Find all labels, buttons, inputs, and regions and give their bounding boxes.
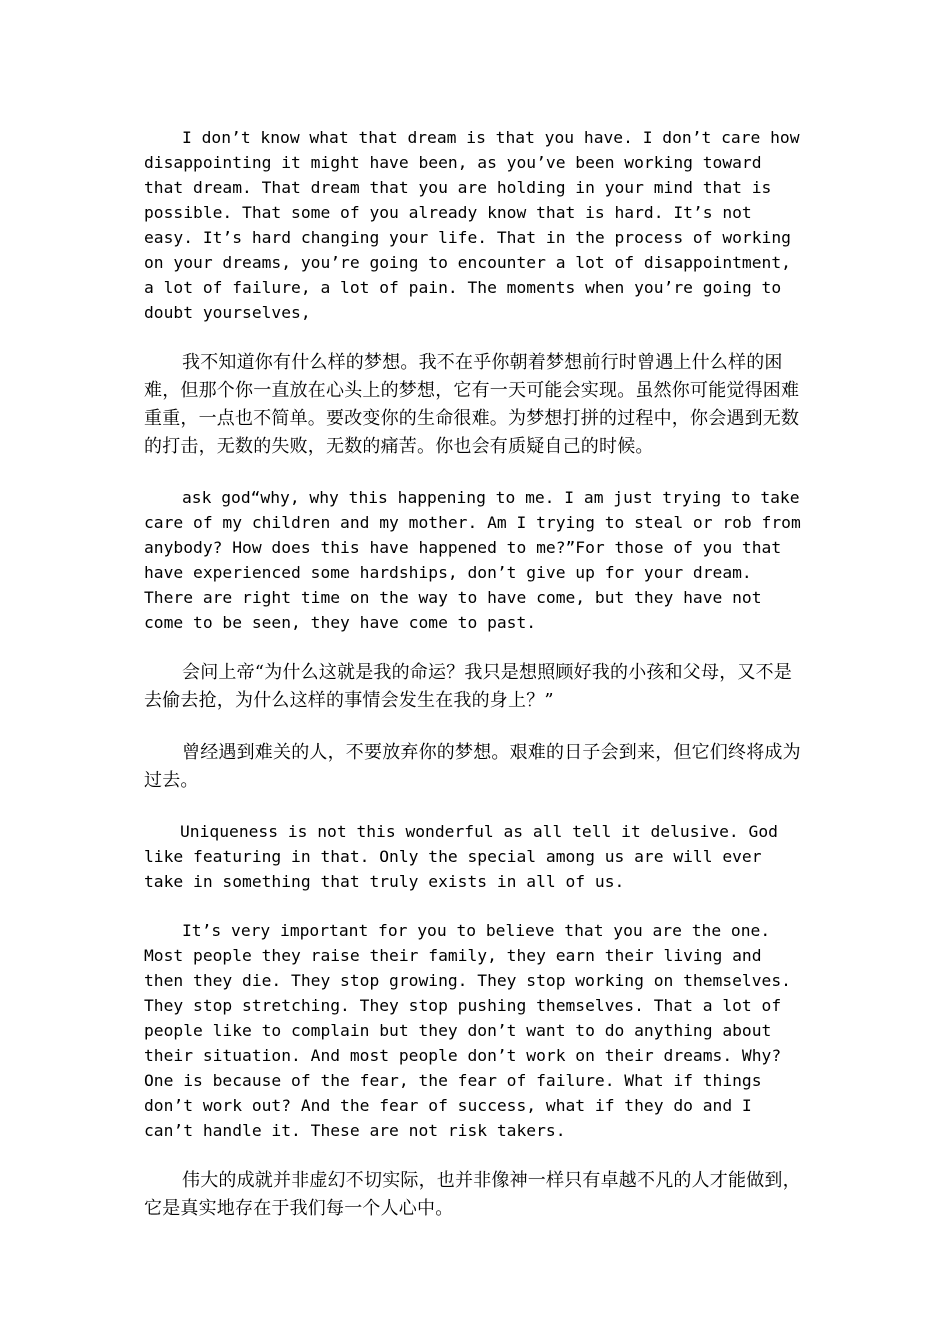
paragraph-zh-3: 曾经遇到难关的人，不要放弃你的梦想。艰难的日子会到来，但它们终将成为过去。 xyxy=(144,742,801,791)
paragraph-zh-2: 会问上帝“为什么这就是我的命运？我只是想照顾好我的小孩和父母，又不是去偷去抢，为什么这样的事情会发生在我的身上？” xyxy=(144,662,792,711)
paragraph-zh-4: 伟大的成就并非虚幻不切实际，也并非像神一样只有卓越不凡的人才能做到，它是真实地存在于我们每一个人心中。 xyxy=(144,1170,801,1219)
paragraph-en-4: It’s very important for you to believe that you are the one. Most people they raise their family, they earn their living and then they die. They stop growing. They stop working on themselves. They stop stretching. They stop pushing themselves. That a lot of people like to complain but they don’t want to do anything about their situation. And most people don’t work on their dreams. Why? One is because of the fear, the fear of failure. What if things don’t work out? And the fear of success, what if they do and I can’t handle it. These are not risk takers. xyxy=(144,921,791,1140)
paragraph-en-3: Uniqueness is not this wonderful as all tell it delusive. God like featuring in that. Only the special among us are will ever take in something that truly exists in all of us. xyxy=(144,822,778,891)
paragraph-zh-1: 我不知道你有什么样的梦想。我不在乎你朝着梦想前行时曾遇上什么样的困难，但那个你一直放在心头上的梦想，它有一天可能会实现。虽然你可能觉得困难重重，一点也不简单。要改变你的生命很难。为梦想打拼的过程中，你会遇到无数的打击，无数的失败，无数的痛苦。你也会有质疑自己的时候。 xyxy=(144,352,800,457)
paragraph-en-1: I don’t know what that dream is that you have. I don’t care how disappointing it might have been, as you’ve been working toward that dream. That dream that you are holding in your mind that is possible. That some of you already know that is hard. It’s not easy. It’s hard changing your life. That in the process of working on your dreams, you’re going to encounter a lot of disappointment, a lot of failure, a lot of pain. The moments when you’re going to doubt yourselves, xyxy=(144,128,800,322)
document-body xyxy=(144,125,810,1247)
paragraph-en-2: ask god“why, why this happening to me. I am just trying to take care of my children and my mother. Am I trying to steal or rob from anybody? How does this have happened to me?”For those of you that have experienced some hardships, don’t give up for your dream. There are right time on the way to have come, but they have not come to be seen, they have come to past. xyxy=(144,488,801,632)
